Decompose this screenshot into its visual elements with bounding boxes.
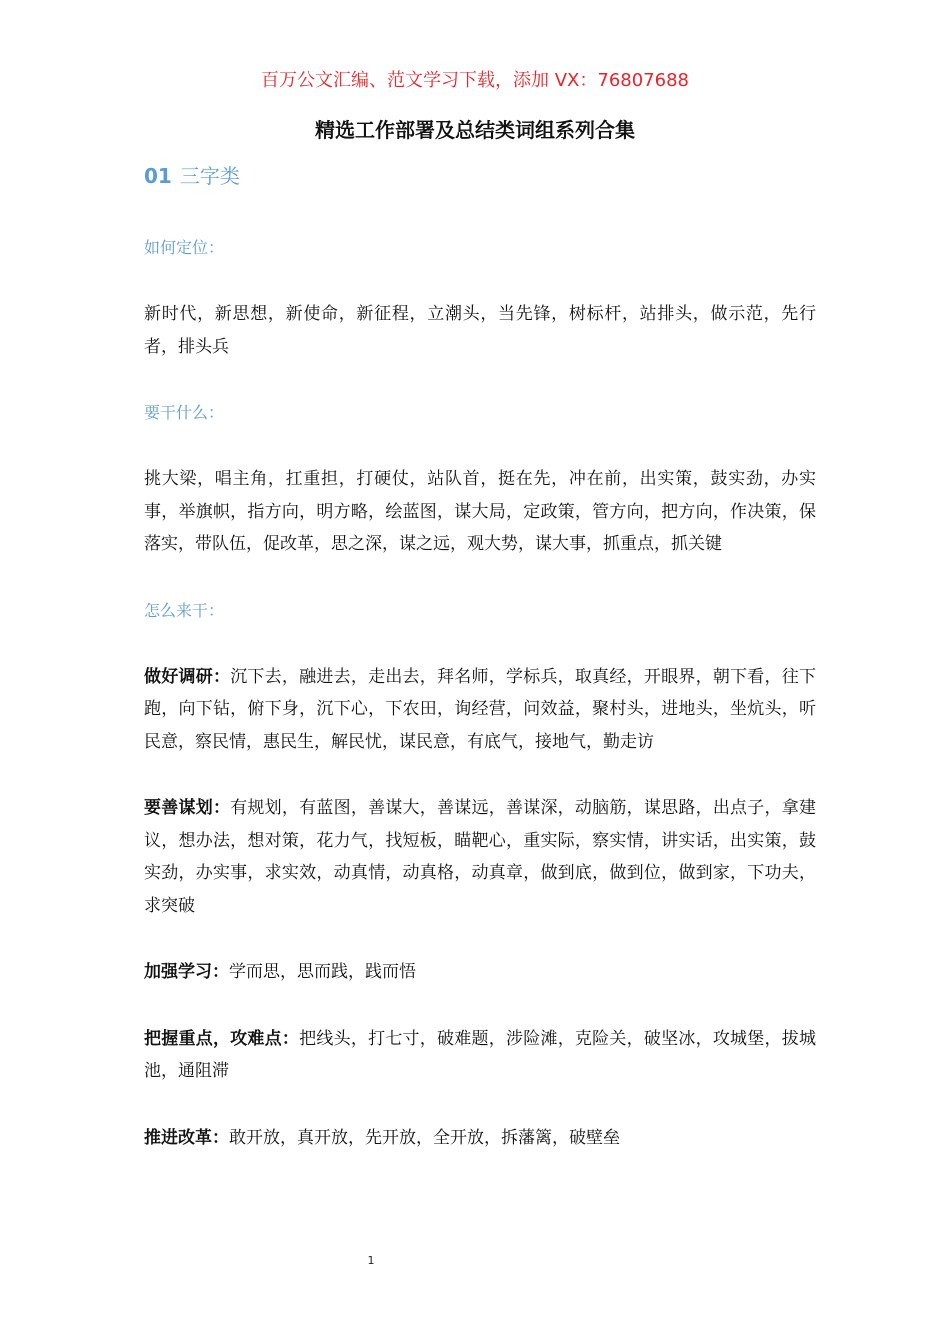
section-number: 01: [144, 164, 172, 188]
document-body: [144, 232, 816, 1188]
paragraph-lead: 加强学习：: [144, 962, 229, 982]
paragraph-key-points: [144, 1023, 816, 1088]
paragraph-positioning: [144, 298, 816, 363]
paragraph-planning: [144, 792, 816, 922]
paragraph-lead: 推进改革：: [144, 1127, 229, 1148]
paragraph-research: [144, 661, 816, 759]
subheading-how-to-do: 怎么来干：: [144, 600, 225, 620]
paragraph-what-to-do: [144, 463, 816, 561]
paragraph-lead: 把握重点，攻难点：: [144, 1028, 300, 1049]
document-title: 精选工作部署及总结类词组系列合集: [315, 118, 635, 142]
paragraph-text: 有规划，有蓝图，善谋大，善谋远，善谋深，动脑筋，谋思路，出点子，拿建议，想办法，想对策，花力气，找短板，瞄靶心，重实际，察实情，讲实话，出实策，鼓实劲，办实事，求实效，动真情，动真格，动真章，做到底，做到位，做到家，下功夫，求突破: [144, 798, 817, 916]
paragraph-lead: 做好调研：: [144, 666, 231, 687]
paragraph-reform: [144, 1122, 816, 1155]
page-number: 1: [367, 1254, 375, 1267]
subheading-what-to-do: 要干什么：: [144, 403, 225, 422]
paragraph-text: 沉下去，融进去，走出去，拜名师，学标兵，取真经，开眼界，朝下看，往下跑，向下钻，俯下身，沉下心，下农田，询经营，问效益，聚村头，进地头，坐炕头，听民意，察民情，惠民生，解民忧，谋民意，有底气，接地气，勤走访: [144, 666, 817, 752]
section-heading: [144, 160, 240, 192]
paragraph-text: 敢开放，真开放，先开放，全开放，拆藩篱，破壁垒: [229, 1127, 620, 1148]
paragraph-learning: [144, 956, 816, 989]
paragraph-text: 新时代，新思想，新使命，新征程，立潮头，当先锋，树标杆，站排头，做示范，先行者，排头兵: [144, 304, 816, 357]
promo-banner: 百万公文汇编、范文学习下载，添加 VX：76807688: [261, 70, 689, 91]
paragraph-text: 把线头，打七寸，破难题，涉险滩，克险关，破坚冰，攻城堡，拔城池，通阻滞: [144, 1028, 817, 1081]
paragraph-text: 挑大梁，唱主角，扛重担，打硬仗，站队首，挺在先，冲在前，出实策，鼓实劲，办实事，举旗帜，指方向，明方略，绘蓝图，谋大局，定政策，管方向，把方向，作决策，保落实，带队伍，促改革，思之深，谋之远，观大势，谋大事，抓重点，抓关键: [144, 469, 816, 554]
paragraph-text: 学而思，思而践，践而悟: [229, 962, 416, 982]
section-label: 三字类: [179, 164, 240, 188]
subheading-positioning: 如何定位：: [144, 238, 225, 257]
paragraph-lead: 要善谋划：: [144, 798, 231, 818]
